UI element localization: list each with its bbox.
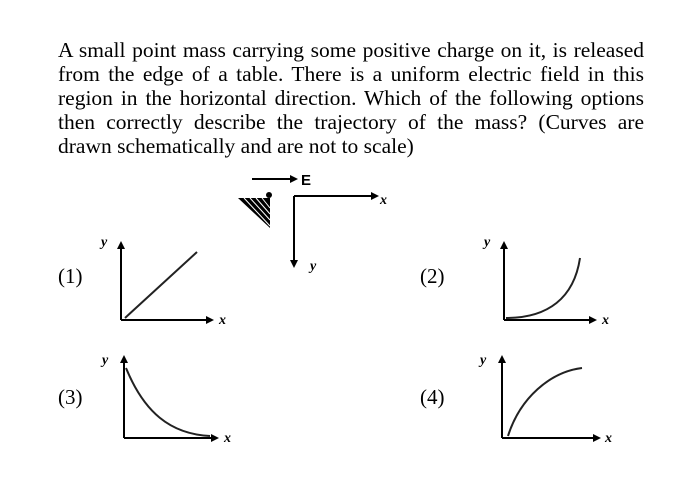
option-3-curve [126,368,210,436]
option-3-graph[interactable] [98,346,238,446]
option-3-y-label: y [102,353,109,368]
option-1-curve [125,252,197,318]
option-2-x-label: x [602,313,609,328]
option-3-x-label: x [224,431,231,446]
option-4-y-label: y [480,353,487,368]
setup-y-label: y [310,259,317,274]
option-4-graph[interactable] [478,346,618,446]
option-1-x-label: x [219,313,226,328]
option-2-y-label: y [484,235,491,250]
option-4-label[interactable]: (4) [420,385,445,409]
table-edge [238,198,270,228]
option-1-graph[interactable] [95,232,235,332]
option-2-label[interactable]: (2) [420,264,445,288]
option-4-x-label: x [605,431,612,446]
option-4-curve [508,368,582,436]
field-label: E [301,172,312,189]
option-1-y-label: y [101,235,108,250]
question-text: A small point mass carrying some positive charge on it, is released from the edge of a table. There is a uniform electric field in this region in the horizontal direction. Which of the following options then correctly describe the trajectory of the mass? (Curves are drawn schematically and are not to scale) [58,38,644,158]
setup-figure [232,168,392,278]
setup-x-label: x [380,193,387,208]
option-1-label[interactable]: (1) [58,264,83,288]
option-3-label[interactable]: (3) [58,385,83,409]
option-2-curve [506,258,580,318]
point-mass [266,192,272,198]
option-2-graph[interactable] [478,232,618,332]
